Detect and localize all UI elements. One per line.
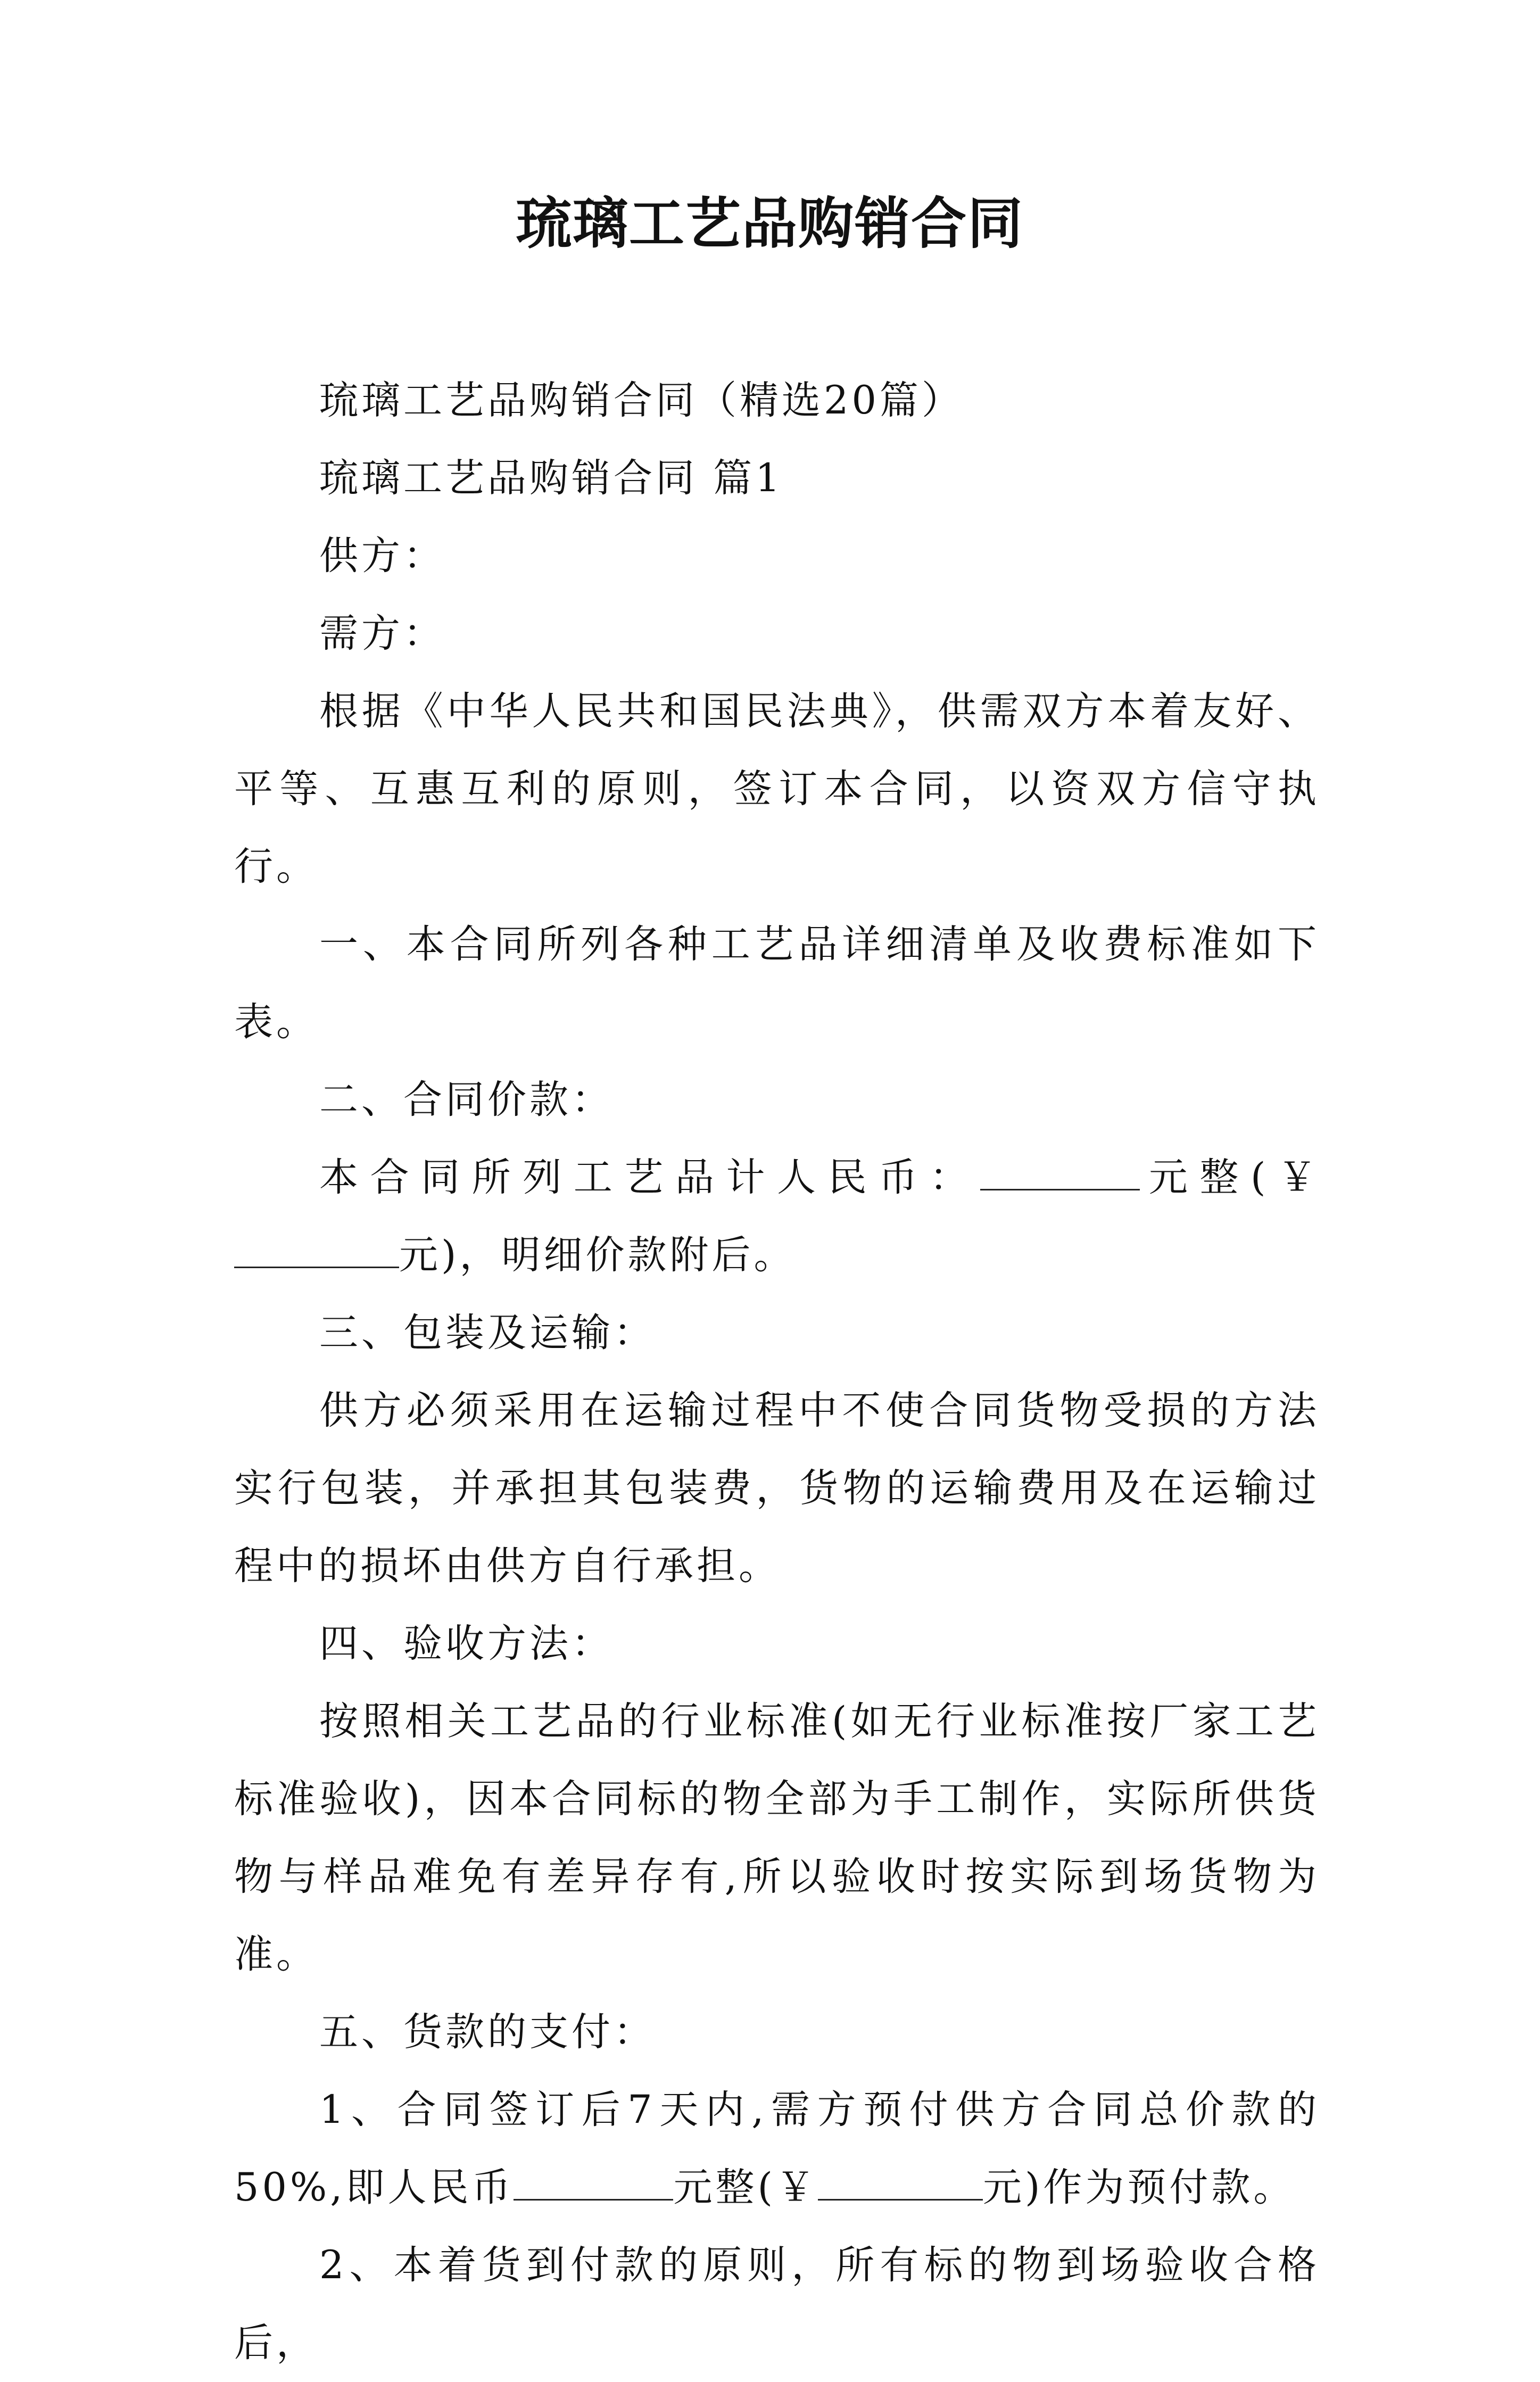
packaging-paragraph: 供方必须采用在运输过程中不使合同货物受损的方法实行包装，并承担其包装费，货物的运输费用及在运输过程中的损坏由供方自行承担。 <box>234 1388 1320 1589</box>
prepay-figure-blank[interactable] <box>818 2162 983 2201</box>
intro-paragraph: 根据《中华人民共和国民法典》，供需双方本着友好、平等、互惠互利的原则，签订本合同，以资双方信守执行。 <box>234 689 1320 889</box>
acceptance-paragraph: 按照相关工艺品的行业标准(如无行业标准按厂家工艺标准验收)，因本合同标的物全部为手工制作，实际所供货物与样品难免有差异存有,所以验收时按实际到场货物为准。 <box>234 1699 1320 1977</box>
section-heading: 琉璃工艺品购销合同 篇1 <box>319 456 783 501</box>
clause-1: 一、本合同所列各种工艺品详细清单及收费标准如下表。 <box>234 922 1320 1045</box>
payment-2-paragraph: 2、本着货到付款的原则，所有标的物到场验收合格后， <box>234 2243 1320 2366</box>
payment-1-text-2: 元整(￥ <box>673 2165 818 2210</box>
price-amount-blank[interactable] <box>980 1152 1140 1190</box>
price-text-3: 元)，明细价款附后。 <box>399 1233 796 1278</box>
document-subtitle: 琉璃工艺品购销合同（精选20篇） <box>319 378 964 423</box>
clause-4-heading: 四、验收方法： <box>319 1621 614 1666</box>
document-title: 琉璃工艺品购销合同 <box>516 191 1024 256</box>
price-text-2: 元整(￥ <box>1140 1155 1320 1200</box>
price-text-1: 本合同所列工艺品计人民币： <box>319 1155 981 1200</box>
document-body <box>234 362 1320 2382</box>
payment-1-paragraph <box>234 2071 1320 2227</box>
payment-1-text-1: 1、合同签订后7天内,需方预付供方合同总价款的50%,即人民币 <box>234 2087 1320 2210</box>
price-paragraph <box>234 1139 1320 1294</box>
clause-2-heading: 二、合同价款： <box>319 1077 614 1122</box>
clause-5-heading: 五、货款的支付： <box>319 2009 656 2055</box>
buyer-label: 需方： <box>319 611 445 656</box>
payment-1-text-3: 元)作为预付款。 <box>982 2165 1296 2210</box>
prepay-amount-blank[interactable] <box>514 2162 673 2201</box>
clause-3-heading: 三、包装及运输： <box>319 1310 656 1355</box>
supplier-label: 供方： <box>319 533 445 578</box>
price-figure-blank[interactable] <box>234 1229 399 1268</box>
